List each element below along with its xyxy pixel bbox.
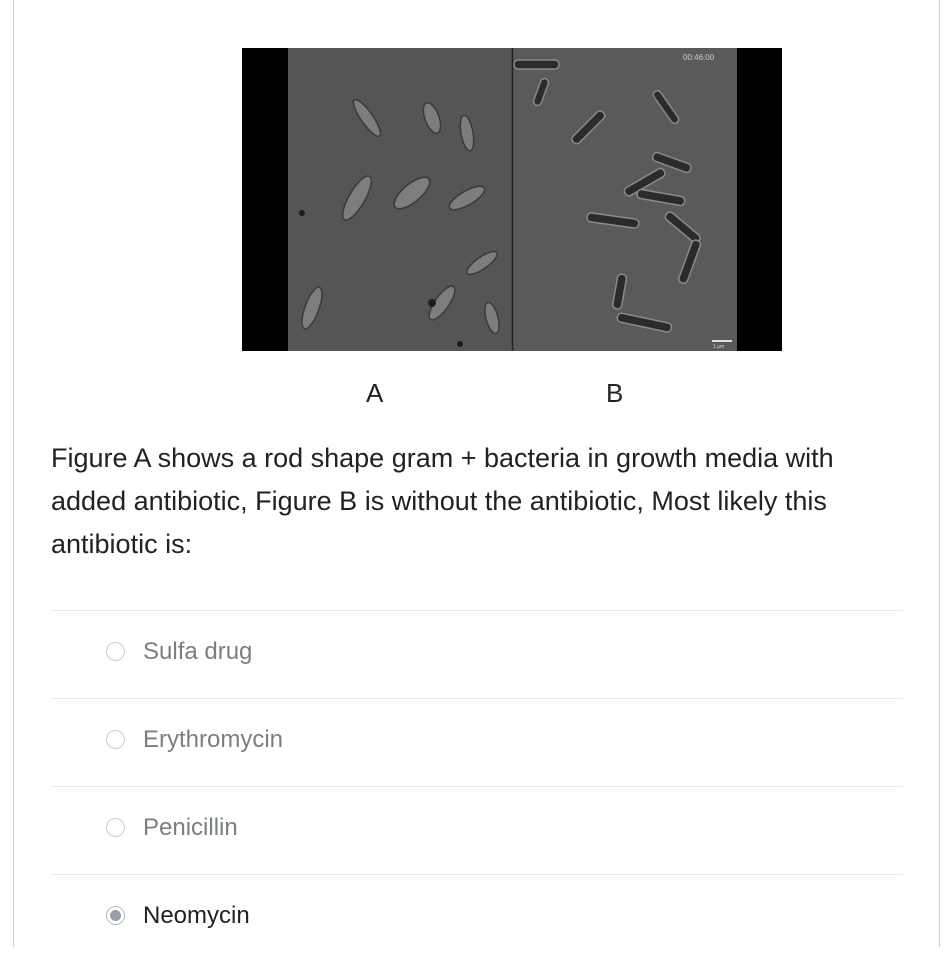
panel-label-b: B	[606, 378, 624, 408]
micrograph-timestamp: 00:46:00	[683, 53, 715, 62]
micrograph-figure	[242, 48, 782, 351]
answer-option-erythromycin[interactable]	[51, 698, 903, 786]
micrograph-image	[242, 48, 782, 351]
radio-button[interactable]	[106, 642, 125, 661]
radio-button[interactable]	[106, 818, 125, 837]
micrograph-scale-label: 1 μm	[713, 344, 725, 350]
answer-option-sulfa-drug[interactable]	[51, 610, 903, 698]
question-text: Figure A shows a rod shape gram + bacteria in growth media with added antibiotic, Figure B is without the antibiotic, Most likely this antibiotic is:	[51, 443, 834, 559]
answer-label: Sulfa drug	[143, 638, 253, 665]
radio-button[interactable]	[106, 730, 125, 749]
answer-label: Neomycin	[143, 902, 250, 929]
panel-label-a: A	[366, 378, 384, 408]
answer-label: Penicillin	[143, 814, 238, 841]
answer-list	[51, 610, 903, 962]
answer-option-penicillin[interactable]	[51, 786, 903, 874]
answer-label: Erythromycin	[143, 726, 284, 753]
answer-option-neomycin[interactable]	[51, 874, 903, 962]
radio-button[interactable]	[106, 906, 125, 925]
